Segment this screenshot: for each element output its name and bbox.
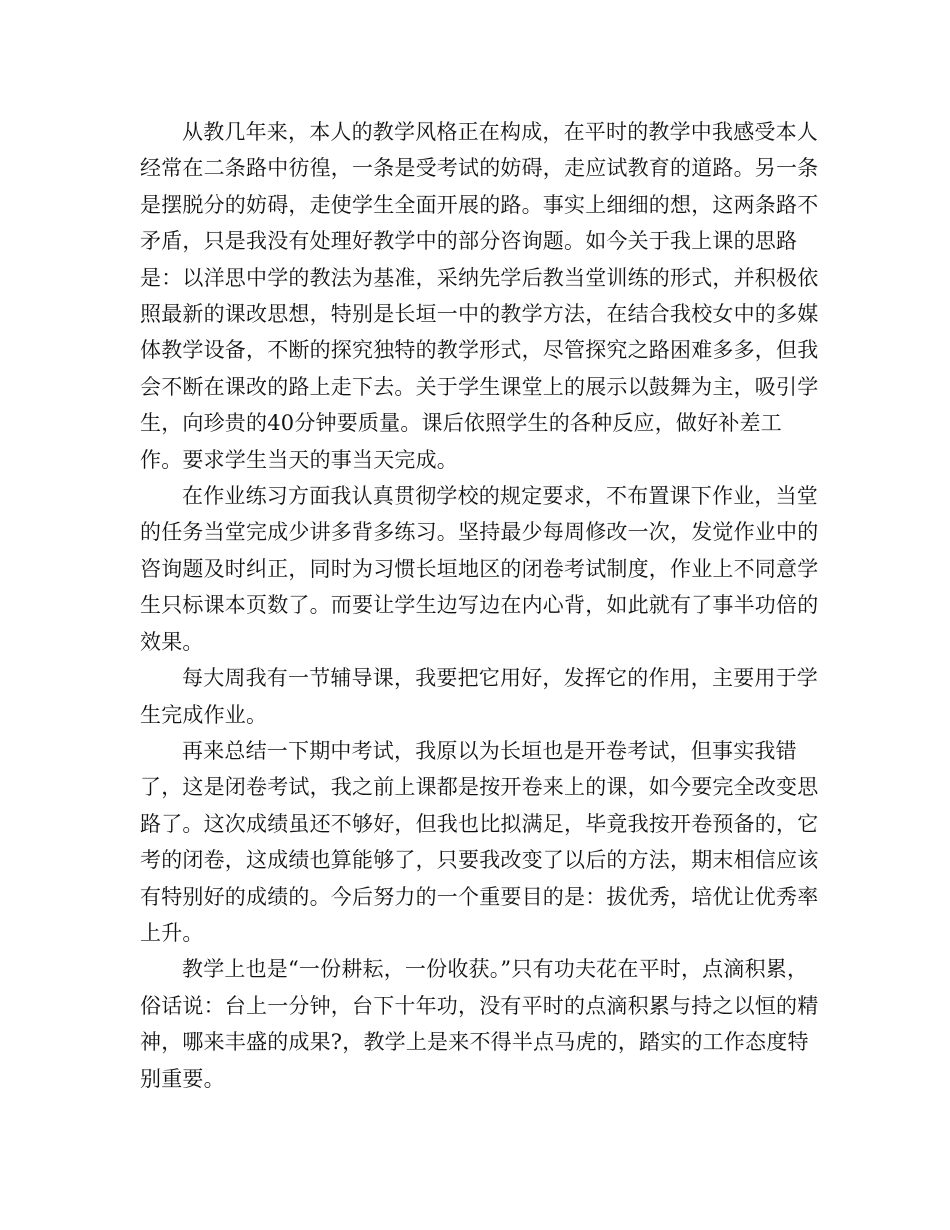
- document-body: [140, 114, 820, 1097]
- paragraph-midterm-exam: 再来总结一下期中考试，我原以为长垣也是开卷考试，但事实我错了，这是闭卷考试，我之前上课都是按开卷来上的课，如今要完全改变思路了。这次成绩虽还不够好，但我也比拟满足，毕竟我按开卷预备的，它考的闭卷，这成绩也算能够了，只要我改变了以后的方法，期末相信应该有特别好的成绩的。今后努力的一个重要目的是：拔优秀，培优让优秀率上升。: [140, 738, 819, 945]
- paragraph-teaching-style: 从教几年来，本人的教学风格正在构成，在平时的教学中我感受本人经常在二条路中彷徨，一条是受考试的妨碍，走应试教育的道路。另一条是摆脱分的妨碍，走使学生全面开展的路。事实上细细的想，这两条路不矛盾，只是我没有处理好教学中的部分咨询题。如今关于我上课的思路是：以洋思中学的教法为基准，采纳先学后教当堂训练的形式，并积极依照最新的课改思想，特别是长垣一中的教学方法，在结合我校女中的多媒体教学设备，不断的探究独特的教学形式，尽管探究之路困难多多，但我会不断在课改的路上走下去。关于学生课堂上的展示以鼓舞为主，吸引学生，向珍贵的40分钟要质量。课后依照学生的各种反应，做好补差工作。要求学生当天的事当天完成。: [140, 120, 819, 472]
- paragraph-homework: 在作业练习方面我认真贯彻学校的规定要求，不布置课下作业，当堂的任务当堂完成少讲多背多练习。坚持最少每周修改一次，发觉作业中的咨询题及时纠正，同时为习惯长垣地区的闭卷考试制度，作业上不同意学生只标课本页数了。而要让学生边写边在内心背，如此就有了事半功倍的效果。: [140, 484, 819, 654]
- paragraph-conclusion: 教学上也是“一份耕耘，一份收获。”只有功夫花在平时，点滴积累，俗话说：台上一分钟，台下十年功，没有平时的点滴积累与持之以恒的精神，哪来丰盛的成果?，教学上是来不得半点马虎的，踏实的工作态度特别重要。: [140, 957, 819, 1091]
- paragraph-tutoring-class: 每大周我有一节辅导课，我要把它用好，发挥它的作用，主要用于学生完成作业。: [140, 666, 818, 727]
